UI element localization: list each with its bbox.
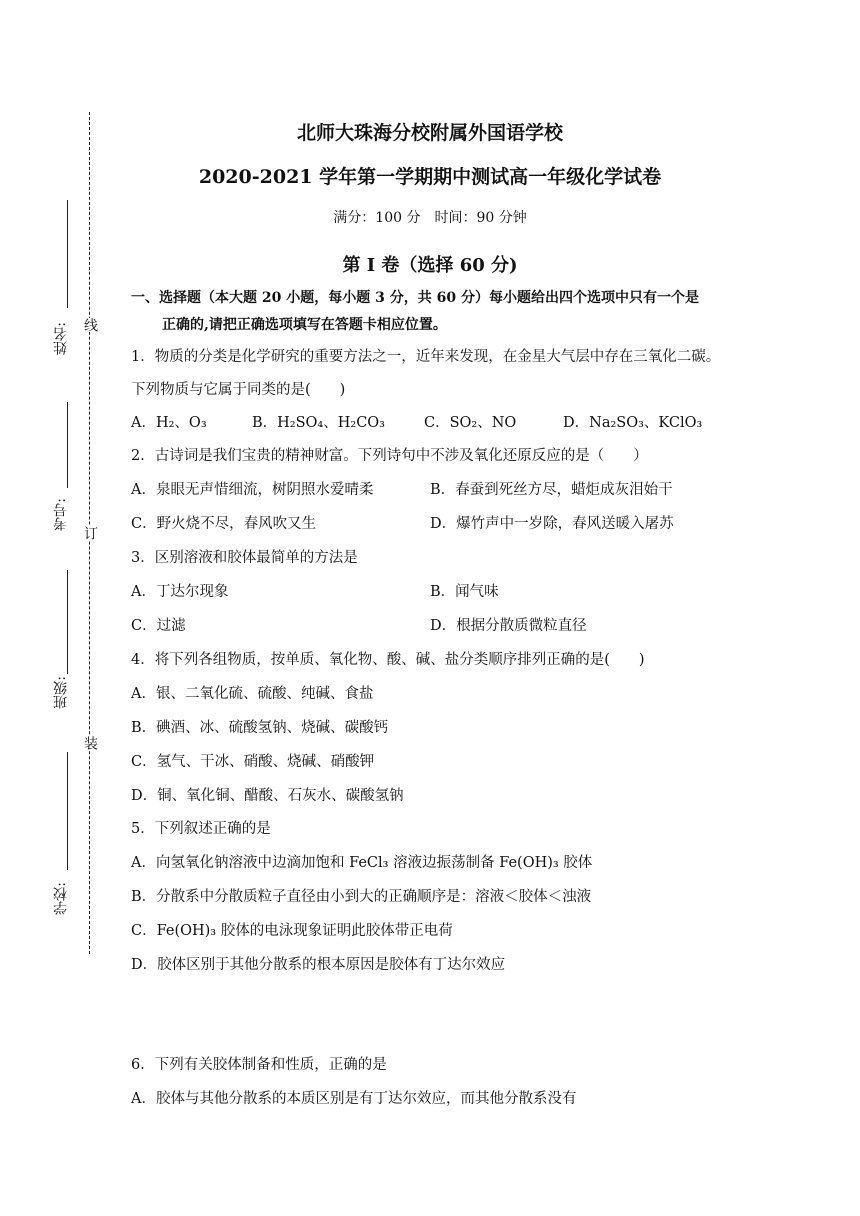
q5-stem: 5．下列叙述正确的是 xyxy=(131,821,271,837)
q4-option-b: B．碘酒、冰、硫酸氢钠、烧碱、碳酸钙 xyxy=(131,720,389,736)
school-title: 北师大珠海分校附属外国语学校 xyxy=(296,122,563,144)
exam-no-blank-line xyxy=(67,402,68,488)
q4-option-c: C．氢气、干冰、硝酸、烧碱、硝酸钾 xyxy=(131,754,375,770)
exam-title: 2020-2021 学年第一学期期中测试高一年级化学试卷 xyxy=(198,166,662,188)
q6-stem: 6．下列有关胶体制备和性质，正确的是 xyxy=(131,1057,387,1073)
q3-option-b: B．闻气味 xyxy=(430,584,499,600)
q5-option-d: D．胶体区别于其他分散系的根本原因是胶体有丁达尔效应 xyxy=(131,957,506,973)
score-time-info: 满分：100 分 时间：90 分钟 xyxy=(333,210,527,226)
q1-stem-line1: 1．物质的分类是化学研究的重要方法之一，近年来发现，在金星大气层中存在三氧化二碳。 xyxy=(131,349,721,365)
section-instructions-line1: 一、选择题（本大题 20 小题，每小题 3 分，共 60 分）每小题给出四个选项中只有一个是 xyxy=(131,290,699,306)
exam-no-label: 考号: xyxy=(53,498,69,531)
name-label: 姓名: xyxy=(53,322,69,355)
q6-option-a: A．胶体与其他分散系的本质区别是有丁达尔效应，而其他分散系没有 xyxy=(131,1091,577,1107)
q3-stem: 3．区别溶液和胶体最简单的方法是 xyxy=(131,550,358,566)
q2-option-a: A．泉眼无声惜细流，树阴照水爱晴柔 xyxy=(131,482,374,498)
seal-char-bind: 订 xyxy=(82,526,98,540)
q2-stem: 2．古诗词是我们宝贵的精神财富。下列诗句中不涉及氧化还原反应的是（ ） xyxy=(131,448,648,464)
volume-title: 第 I 卷（选择 60 分) xyxy=(342,255,518,276)
q3-option-c: C．过滤 xyxy=(131,618,186,634)
q2-option-c: C．野火烧不尽，春风吹又生 xyxy=(131,516,317,532)
school-blank-line xyxy=(67,752,68,870)
section-instructions-line2: 正确的,请把正确选项填写在答题卡相应位置。 xyxy=(162,317,447,333)
q5-option-b: B．分散系中分散质粒子直径由小到大的正确顺序是：溶液＜胶体＜浊液 xyxy=(131,889,592,905)
q3-option-d: D．根据分散质微粒直径 xyxy=(430,618,587,634)
q1-option-a: A．H₂、O₃ xyxy=(131,415,207,431)
q1-option-b: B．H₂SO₄、H₂CO₃ xyxy=(252,415,385,431)
class-label: 班级: xyxy=(53,676,69,709)
q2-option-d: D．爆竹声中一岁除，春风送暖入屠苏 xyxy=(430,516,674,532)
seal-char-seal: 装 xyxy=(82,736,98,750)
class-blank-line xyxy=(67,570,68,674)
q3-option-a: A．丁达尔现象 xyxy=(131,584,229,600)
q4-option-d: D．铜、氧化铜、醋酸、石灰水、碳酸氢钠 xyxy=(131,788,404,804)
q5-option-c: C．Fe(OH)₃ 胶体的电泳现象证明此胶体带正电荷 xyxy=(131,923,453,939)
seal-char-line: 线 xyxy=(82,318,98,332)
q5-option-a: A．向氢氧化钠溶液中边滴加饱和 FeCl₃ 溶液边振荡制备 Fe(OH)₃ 胶体 xyxy=(131,855,593,871)
q1-option-d: D．Na₂SO₃、KClO₃ xyxy=(563,415,703,431)
q4-stem: 4．将下列各组物质，按单质、氧化物、酸、碱、盐分类顺序排列正确的是( ) xyxy=(131,652,645,668)
q2-option-b: B．春蚕到死丝方尽，蜡炬成灰泪始干 xyxy=(430,482,673,498)
q4-option-a: A．银、二氧化硫、硫酸、纯碱、食盐 xyxy=(131,686,374,702)
q1-stem-line2: 下列物质与它属于同类的是( ) xyxy=(131,382,346,398)
q1-option-c: C．SO₂、NO xyxy=(424,415,517,431)
school-label: 学校: xyxy=(53,882,69,915)
